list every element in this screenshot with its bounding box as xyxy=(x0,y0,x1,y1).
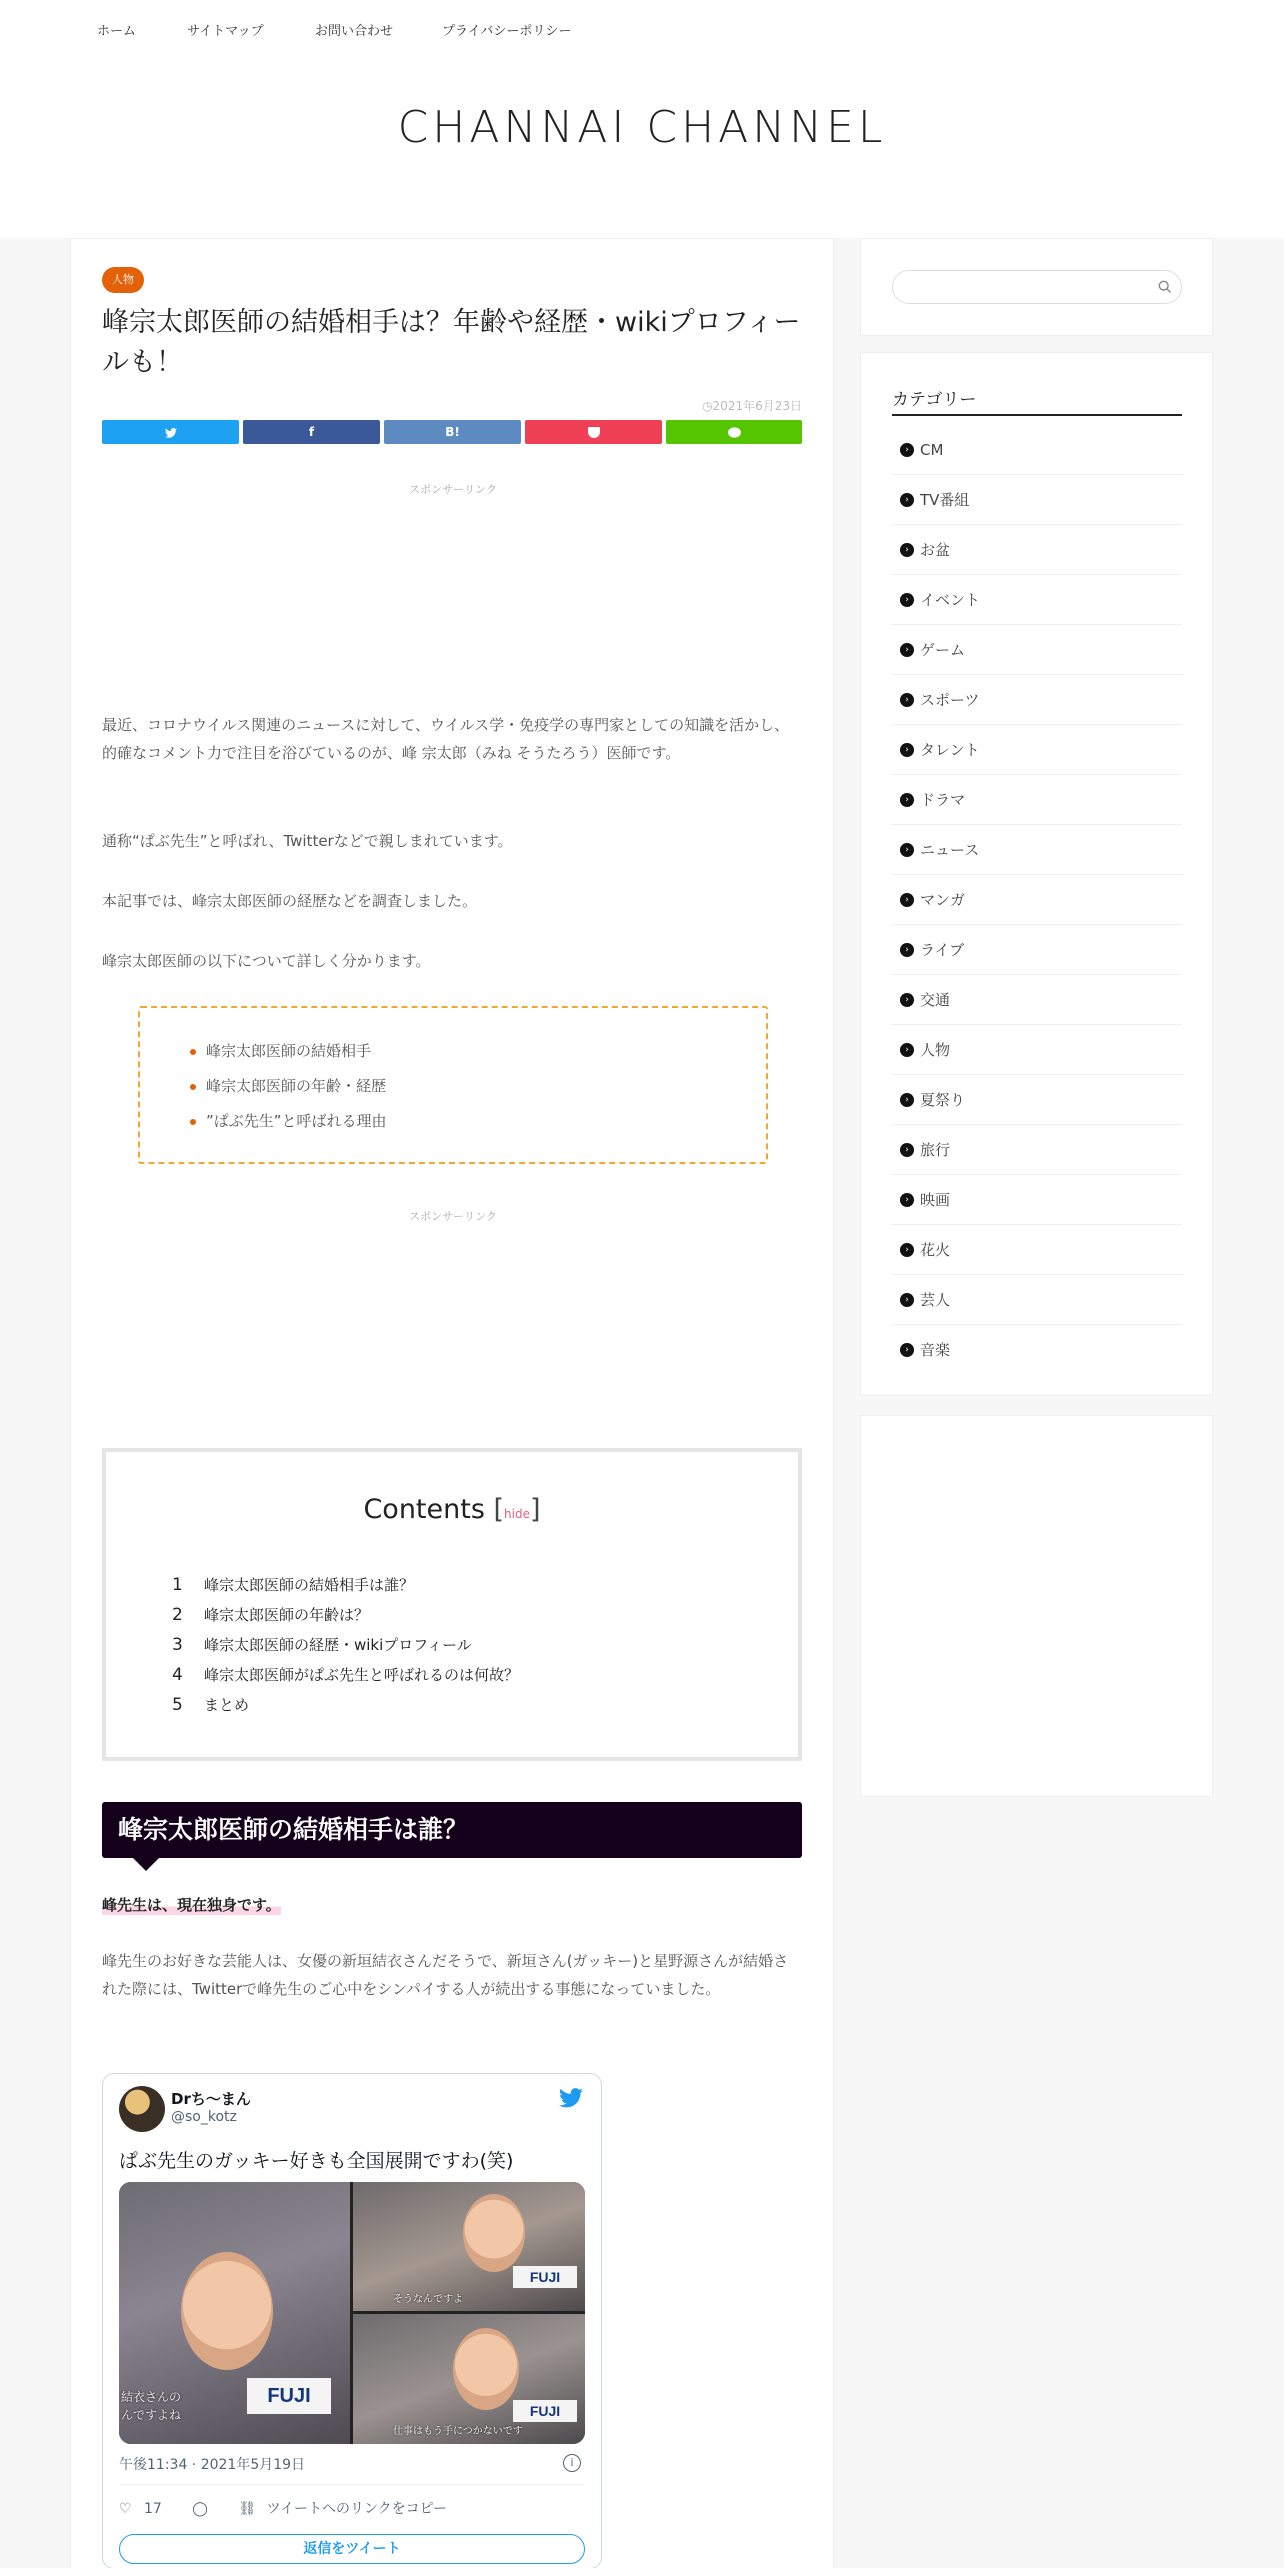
chevron-right-icon: › xyxy=(900,943,914,957)
chevron-right-icon: › xyxy=(900,843,914,857)
category-item-obon[interactable]: › お盆 xyxy=(892,525,1182,575)
share-hatena-button[interactable] xyxy=(384,420,521,444)
share-line-button[interactable] xyxy=(666,420,802,444)
details-paragraph: 峰宗太郎医師の以下について詳しく分かります。 xyxy=(102,952,431,970)
clock-icon: ◷ xyxy=(702,399,713,413)
nav-sitemap-link[interactable]: サイトマップ xyxy=(187,24,264,39)
sponsor-label: スポンサーリンク xyxy=(409,483,497,496)
ad-widget xyxy=(860,1415,1213,1797)
chevron-right-icon: › xyxy=(900,1243,914,1257)
nav-privacy-link[interactable]: プライバシーポリシー xyxy=(442,24,572,39)
chevron-right-icon: › xyxy=(900,543,914,557)
tweet-photo[interactable]: FUJI 結衣さんの んですよね xyxy=(119,2182,350,2444)
twitter-icon xyxy=(165,428,177,438)
chevron-right-icon: › xyxy=(900,443,914,457)
category-item-comedian[interactable]: › 芸人 xyxy=(892,1275,1182,1325)
category-widget xyxy=(860,352,1213,1396)
category-item-live[interactable]: › ライブ xyxy=(892,925,1182,975)
category-item-drama[interactable]: › ドラマ xyxy=(892,775,1182,825)
divider xyxy=(119,2484,585,2485)
chevron-right-icon: › xyxy=(900,743,914,757)
tweet-photo[interactable]: FUJI そうなんですよ xyxy=(353,2182,585,2311)
reply-tweet-button[interactable]: 返信をツイート xyxy=(119,2534,585,2564)
chevron-right-icon: › xyxy=(900,1043,914,1057)
category-item-summer-festival[interactable]: › 夏祭り xyxy=(892,1075,1182,1125)
twitter-bird-icon[interactable] xyxy=(559,2086,583,2110)
section-heading: 峰宗太郎医師の結婚相手は誰？ xyxy=(102,1802,802,1858)
category-item-talent[interactable]: › タレント xyxy=(892,725,1182,775)
category-badge[interactable]: 人物 xyxy=(102,267,144,293)
reply-bubble-icon[interactable]: ◯ xyxy=(192,2501,208,2517)
embedded-tweet[interactable] xyxy=(102,2073,602,2568)
toc-item[interactable]: 1 峰宗太郎医師の結婚相手は誰？ xyxy=(172,1575,415,1595)
share-twitter-button[interactable] xyxy=(102,420,239,444)
intro-paragraph: 最近、コロナウイルス関連のニュースに対して、ウイルス学・免疫学の専門家としての知識を活かし、的確なコメント力で注目を浴びているのが、峰 宗太郎（みね そうたろう）医師です。 xyxy=(102,716,790,762)
point-item: 峰宗太郎医師の結婚相手 xyxy=(190,1034,387,1069)
investigation-paragraph: 本記事では、峰宗太郎医師の経歴などを調査しました。 xyxy=(102,892,478,910)
site-title[interactable]: CHANNAI CHANNEL xyxy=(397,102,887,153)
category-item-music[interactable]: › 音楽 xyxy=(892,1325,1182,1375)
category-item-tv[interactable]: › TV番組 xyxy=(892,475,1182,525)
copy-link-button[interactable]: ツイートへのリンクをコピー xyxy=(266,2501,448,2517)
avatar[interactable] xyxy=(119,2086,165,2132)
article xyxy=(70,238,834,2568)
toc-title: Contents [hide] xyxy=(363,1494,541,1525)
search-widget xyxy=(860,238,1213,336)
share-facebook-button[interactable] xyxy=(243,420,380,444)
category-item-manga[interactable]: › マンガ xyxy=(892,875,1182,925)
toc-item[interactable]: 4 峰宗太郎医師がぱぶ先生と呼ばれるのは何故？ xyxy=(172,1665,520,1685)
chevron-right-icon: › xyxy=(900,793,914,807)
heading-arrow xyxy=(132,1857,160,1871)
chevron-right-icon: › xyxy=(900,693,914,707)
category-item-travel[interactable]: › 旅行 xyxy=(892,1125,1182,1175)
category-item-cm[interactable]: › CM xyxy=(892,425,1182,475)
category-item-event[interactable]: › イベント xyxy=(892,575,1182,625)
highlighted-text: 峰先生は、現在独身です。 xyxy=(102,1896,281,1914)
category-item-game[interactable]: › ゲーム xyxy=(892,625,1182,675)
facebook-icon: f xyxy=(308,425,315,439)
table-of-contents xyxy=(102,1448,802,1761)
share-pocket-button[interactable] xyxy=(525,420,662,444)
heart-icon[interactable]: ♡ xyxy=(119,2501,132,2517)
info-icon[interactable]: i xyxy=(563,2454,581,2472)
tweet-actions xyxy=(119,2498,447,2518)
chevron-right-icon: › xyxy=(900,1193,914,1207)
toc-item[interactable]: 3 峰宗太郎医師の経歴・wikiプロフィール xyxy=(172,1635,472,1655)
nav-contact-link[interactable]: お問い合わせ xyxy=(315,24,394,39)
post-date: ◷2021年6月23日 xyxy=(702,399,802,413)
category-heading: カテゴリー xyxy=(892,385,1182,416)
top-navigation xyxy=(0,0,1284,52)
tweet-timestamp[interactable]: 午後11:34 · 2021年5月19日 xyxy=(119,2457,306,2473)
chevron-right-icon: › xyxy=(900,1293,914,1307)
post-title: 峰宗太郎医師の結婚相手は？年齢や経歴・wikiプロフィールも！ xyxy=(102,307,801,378)
category-item-traffic[interactable]: › 交通 xyxy=(892,975,1182,1025)
point-list-box xyxy=(138,1006,768,1164)
chevron-right-icon: › xyxy=(900,493,914,507)
chevron-right-icon: › xyxy=(900,1143,914,1157)
body-paragraph: 峰先生のお好きな芸能人は、女優の新垣結衣さんだそうで、新垣さん(ガッキー)と星野源さんが結婚された際には、Twitterで峰先生のご心中をシンパイする人が続出する事態になっていました。 xyxy=(102,1952,789,1998)
link-icon[interactable]: ⛓ xyxy=(238,2501,257,2517)
category-item-news[interactable]: › ニュース xyxy=(892,825,1182,875)
nickname-paragraph: 通称“ぱぶ先生”と呼ばれ、Twitterなどで親しまれています。 xyxy=(102,832,513,850)
nav-home-link[interactable]: ホーム xyxy=(97,24,137,39)
toc-hide-toggle[interactable]: hide xyxy=(504,1507,530,1521)
toc-item[interactable]: 5 まとめ xyxy=(172,1695,250,1715)
point-item: 峰宗太郎医師の年齢・経歴 xyxy=(190,1069,387,1104)
toc-item[interactable]: 2 峰宗太郎医師の年齢は？ xyxy=(172,1605,370,1625)
search-input[interactable] xyxy=(892,270,1182,304)
like-count[interactable]: 17 xyxy=(144,2501,162,2517)
category-item-fireworks[interactable]: › 花火 xyxy=(892,1225,1182,1275)
tweet-text: ぱぶ先生のガッキー好きも全国展開ですわ(笑) xyxy=(119,2150,514,2172)
category-item-movie[interactable]: › 映画 xyxy=(892,1175,1182,1225)
tweet-author-name[interactable]: Drち～まん xyxy=(171,2090,251,2108)
tweet-author-handle[interactable]: @so_kotz xyxy=(171,2109,237,2125)
tweet-media[interactable] xyxy=(119,2182,585,2444)
point-item: ”ぱぶ先生”と呼ばれる理由 xyxy=(190,1104,387,1139)
hatena-icon: B! xyxy=(445,425,460,439)
sponsor-label: スポンサーリンク xyxy=(409,1210,497,1223)
chevron-right-icon: › xyxy=(900,893,914,907)
chevron-right-icon: › xyxy=(900,1093,914,1107)
line-icon xyxy=(728,427,741,439)
chevron-right-icon: › xyxy=(900,643,914,657)
category-item-person[interactable]: › 人物 xyxy=(892,1025,1182,1075)
chevron-right-icon: › xyxy=(900,593,914,607)
tweet-photo[interactable]: FUJI 仕事はもう手につかないです xyxy=(353,2314,585,2444)
chevron-right-icon: › xyxy=(900,993,914,1007)
category-item-sports[interactable]: › スポーツ xyxy=(892,675,1182,725)
chevron-right-icon: › xyxy=(900,1343,914,1357)
pocket-icon xyxy=(588,427,600,438)
search-icon[interactable] xyxy=(1158,280,1172,294)
